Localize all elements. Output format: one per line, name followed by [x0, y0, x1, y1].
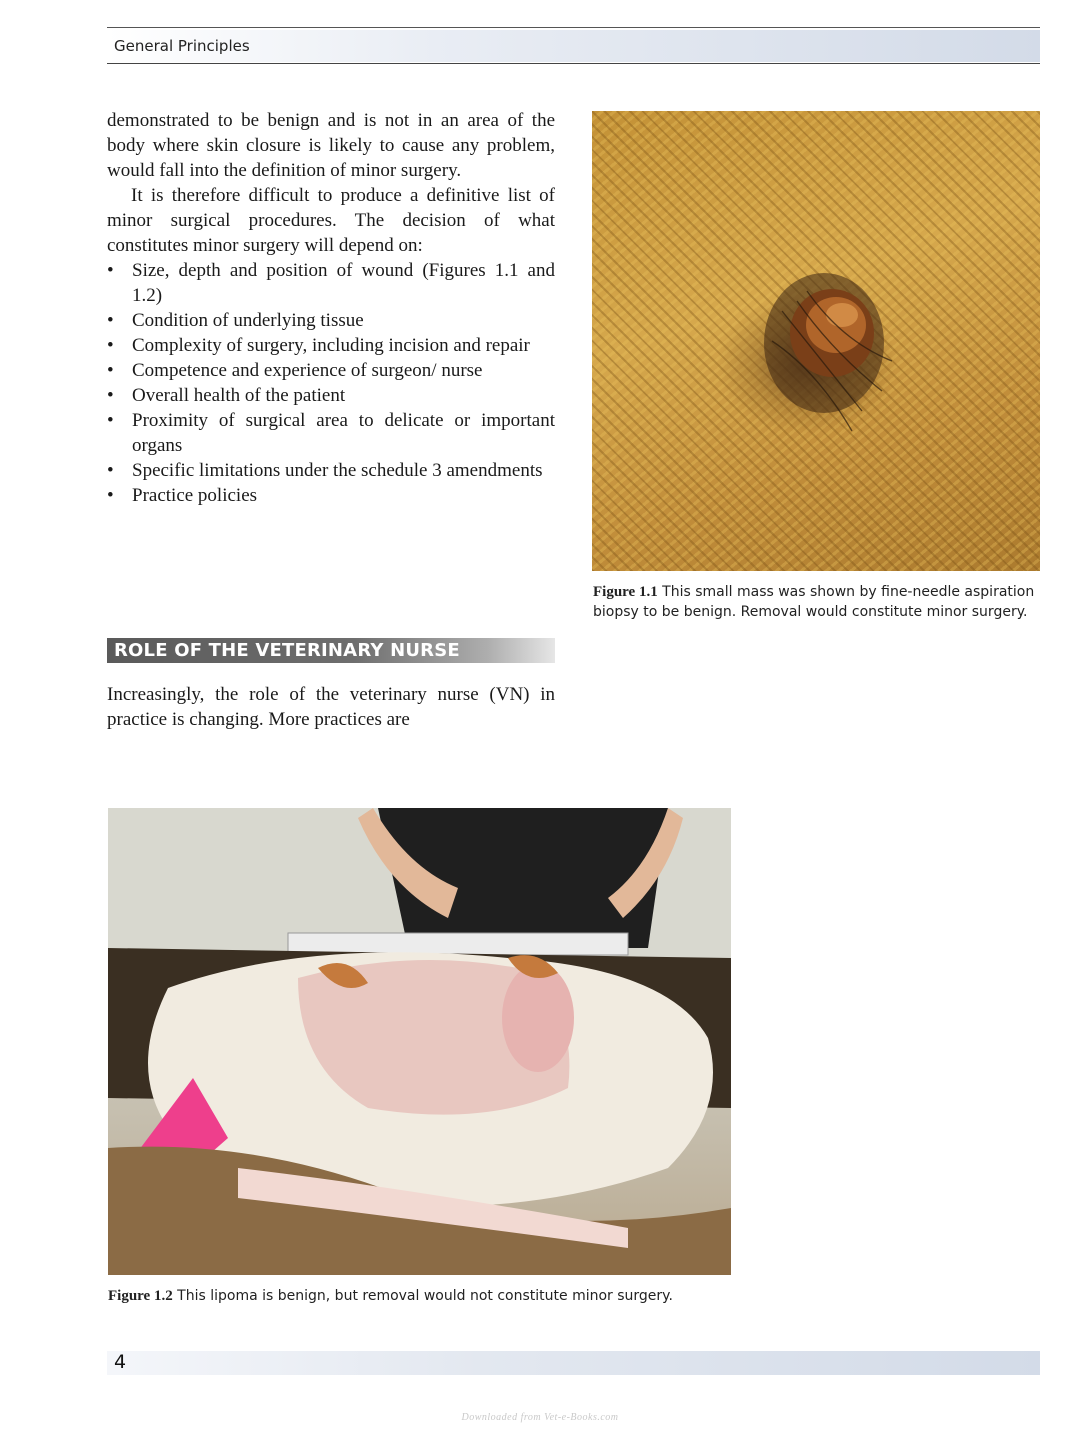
- bullet-icon: •: [107, 460, 114, 481]
- figure-1-2-label: Figure 1.2: [108, 1288, 173, 1304]
- figure-1-1-label: Figure 1.1: [593, 584, 658, 600]
- figure-1-1-caption-text: This small mass was shown by fine-needle aspiration biopsy to be benign. Removal would constitute minor surgery.: [593, 584, 1035, 620]
- list-item-text: Complexity of surgery, including incision and repair: [132, 335, 530, 356]
- paragraph-3: Increasingly, the role of the veterinary nurse (VN) in practice is changing. More practices are: [107, 684, 555, 730]
- list-item-text: Size, depth and position of wound (Figures 1.1 and 1.2): [132, 260, 555, 306]
- skin-mass-illustration: [592, 111, 1040, 571]
- list-item: [107, 408, 555, 458]
- bullet-icon: •: [107, 410, 114, 431]
- list-item-text: Specific limitations under the schedule 3 amendments: [132, 460, 543, 481]
- bullet-icon: •: [107, 360, 114, 381]
- page-number: 4: [114, 1351, 127, 1373]
- bullet-icon: •: [107, 485, 114, 506]
- paragraph-1: demonstrated to be benign and is not in an area of the body where skin closure is likely to cause any problem, would fall into the definition of minor surgery.: [107, 110, 555, 181]
- bullet-icon: •: [107, 385, 114, 406]
- list-item: [107, 383, 555, 408]
- list-item-text: Practice policies: [132, 485, 258, 506]
- top-rule: [107, 27, 1040, 28]
- running-header: [107, 30, 1040, 62]
- section-body: [107, 682, 555, 732]
- figure-1-2-photo: [108, 808, 731, 1275]
- list-item-text: Competence and experience of surgeon/ nurse: [132, 360, 483, 381]
- figure-1-1-caption: [593, 582, 1040, 622]
- list-item-text: Condition of underlying tissue: [132, 310, 364, 331]
- page-footer: [107, 1351, 1040, 1375]
- surgery-scene-illustration: [108, 808, 731, 1275]
- figure-1-2-caption: [108, 1286, 1008, 1306]
- figure-1-2-caption-text: This lipoma is benign, but removal would not constitute minor surgery.: [177, 1288, 673, 1304]
- bullet-icon: •: [107, 310, 114, 331]
- list-item: [107, 483, 555, 508]
- list-item: [107, 308, 555, 333]
- list-item: [107, 358, 555, 383]
- criteria-list: [107, 258, 555, 508]
- running-title: General Principles: [114, 37, 250, 55]
- list-item: [107, 333, 555, 358]
- left-column: [107, 108, 555, 508]
- section-heading: [107, 638, 555, 663]
- bullet-icon: •: [107, 260, 114, 281]
- header-rule: [107, 63, 1040, 64]
- list-item-text: Proximity of surgical area to delicate or important organs: [132, 410, 555, 456]
- paragraph-2: It is therefore difficult to produce a definitive list of minor surgical procedures. The decision of what constitutes minor surgery will depend on:: [107, 185, 555, 256]
- section-heading-text: ROLE OF THE VETERINARY NURSE: [114, 640, 460, 661]
- watermark: Downloaded from Vet-e-Books.com: [461, 1412, 619, 1423]
- list-item-text: Overall health of the patient: [132, 385, 346, 406]
- list-item: [107, 258, 555, 308]
- bullet-icon: •: [107, 335, 114, 356]
- list-item: [107, 458, 555, 483]
- figure-1-1-photo: [592, 111, 1040, 571]
